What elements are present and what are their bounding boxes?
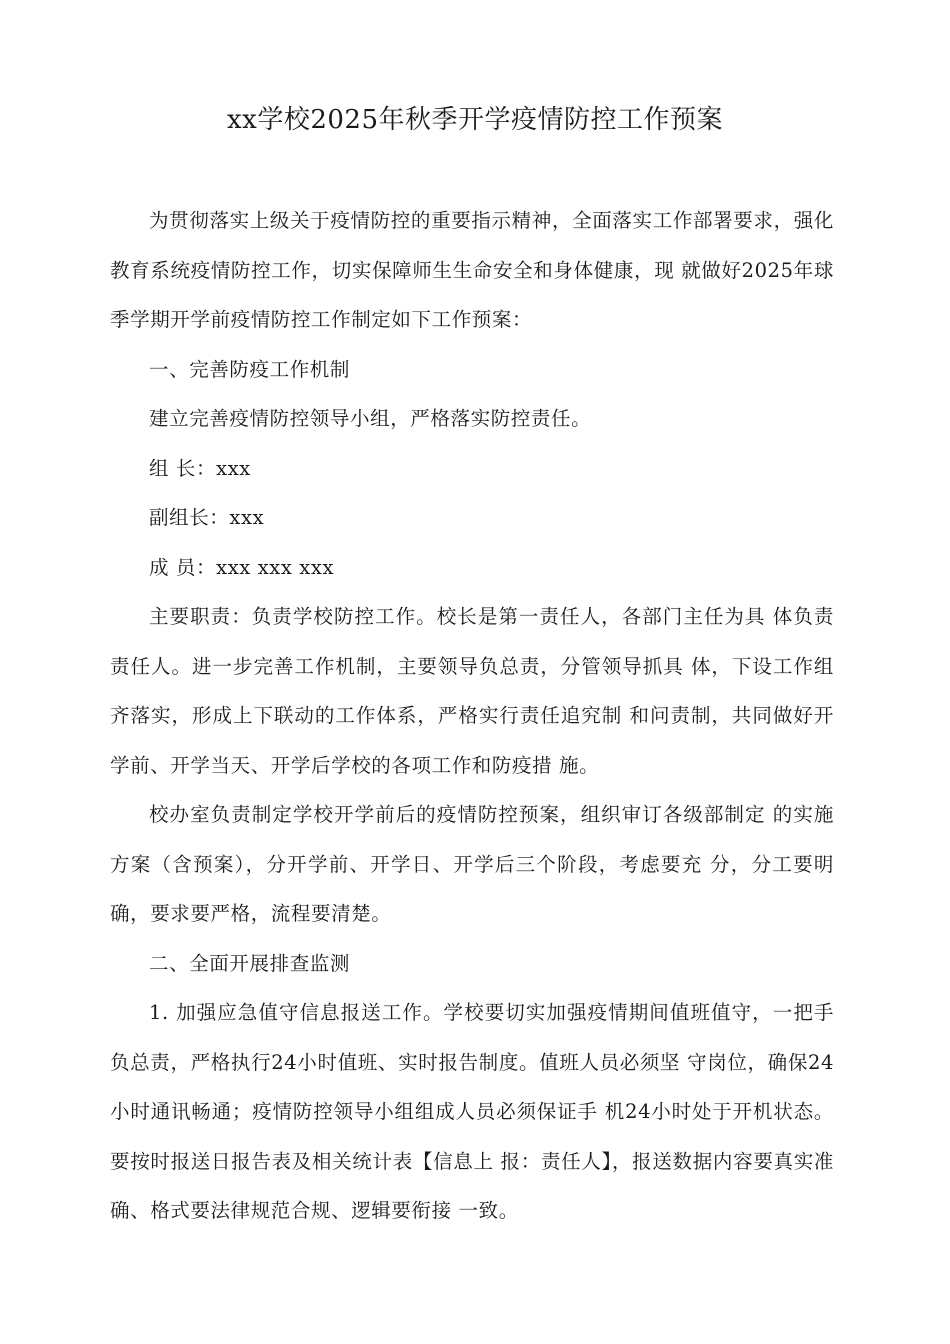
paragraph-leadership-group: 建立完善疫情防控领导小组，严格落实防控责任。 bbox=[149, 407, 592, 430]
deputy-leader-line: 副组长：xxx bbox=[149, 506, 265, 529]
paragraph-office-duties: 校办室负责制定学校开学前后的疫情防控预案，组织审订各级部制定 的实施方案（含预案），分开学前、开学日、开学后三个阶段，考虑要充 分，分工要明确，要求要严格，流程要清楚。 bbox=[110, 803, 834, 925]
group-leader-line: 组 长：xxx bbox=[149, 456, 251, 480]
document-body bbox=[110, 196, 834, 1236]
members-line: 成 员：xxx xxx xxx bbox=[149, 555, 335, 579]
paragraph-main-duties: 主要职责：负责学校防控工作。校长是第一责任人，各部门主任为具 体负责责任人。进一步完善工作机制，主要领导负总责，分管领导抓具 体，下设工作组齐落实，形成上下联动的工作体系，严格实行责任追究制 和问责制，共同做好开学前、开学当天、开学后学校的各项工作和防疫措 施。 bbox=[110, 605, 834, 777]
section-heading-2: 二、全面开展排查监测 bbox=[149, 951, 351, 975]
paragraph-emergency-duty: 1. 加强应急值守信息报送工作。学校要切实加强疫情期间值班值守，一把手负总责，严格执行24小时值班、实时报告制度。值班人员必须坚 守岗位，确保24小时通讯畅通；疫情防控领导小组组成人员必须保证手 机24小时处于开机状态。要按时报送日报告表及相关统计表【信息上 报：责任人】，报送数据内容要真实准确、格式要法律规范合规、逻辑要衔接 一致。 bbox=[110, 1001, 834, 1222]
section-heading-1: 一、完善防疫工作机制 bbox=[149, 357, 351, 381]
intro-paragraph: 为贯彻落实上级关于疫情防控的重要指示精神，全面落实工作部署要求，强化教育系统疫情防控工作，切实保障师生生命安全和身体健康，现 就做好2025年球季学期开学前疫情防控工作制定如下工作预案： bbox=[110, 209, 834, 331]
document-title: xx学校2025年秋季开学疫情防控工作预案 bbox=[227, 105, 723, 135]
